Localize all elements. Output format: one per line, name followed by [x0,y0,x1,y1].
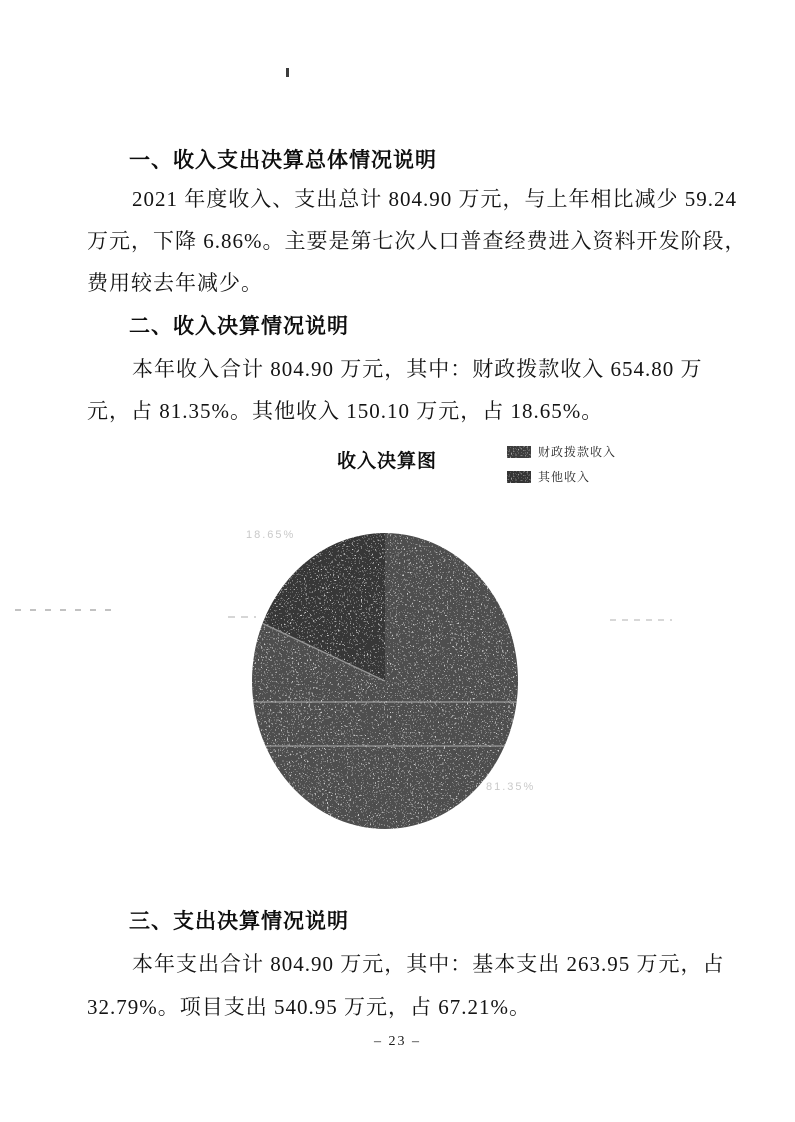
section-2-heading: 二、收入决算情况说明 [129,315,349,338]
legend-swatch-fiscal-icon [507,446,531,458]
chart-title: 收入决算图 [337,451,438,472]
section-3-heading: 三、支出决算情况说明 [129,910,349,933]
legend-swatch-other-icon [507,471,531,483]
pie-label-other-pct: 18.65% [246,529,296,541]
section-1-line-1: 2021 年度收入、支出总计 804.90 万元，与上年相比减少 59.24 [132,187,737,211]
pie-noise-texture [235,515,535,845]
scan-streak-left [15,609,115,611]
legend-item-other [507,468,616,485]
income-pie-chart [235,515,535,845]
section-1-line-3: 费用较去年减少。 [87,271,263,295]
section-2-line-2: 元，占 81.35%。其他收入 150.10 万元，占 18.65%。 [87,399,604,423]
pie-label-fiscal-pct: 81.35% [486,781,536,793]
legend-item-fiscal [507,443,616,460]
legend-label-other: 其他收入 [538,470,591,484]
legend-label-fiscal: 财政拨款收入 [538,445,617,459]
page-number: – 23 – [374,1034,421,1049]
chart-legend [507,443,616,493]
scan-streak-right [610,619,672,621]
section-3-line-2: 32.79%。项目支出 540.95 万元，占 67.21%。 [87,995,531,1019]
section-1-line-2: 万元，下降 6.86%。主要是第七次人口普查经费进入资料开发阶段， [87,229,747,253]
section-3-line-1: 本年支出合计 804.90 万元，其中：基本支出 263.95 万元，占 [132,952,725,976]
section-2-line-1: 本年收入合计 804.90 万元，其中：财政拨款收入 654.80 万 [132,357,703,381]
scan-speck-artifact [286,68,289,77]
section-1-heading: 一、收入支出决算总体情况说明 [129,149,437,172]
